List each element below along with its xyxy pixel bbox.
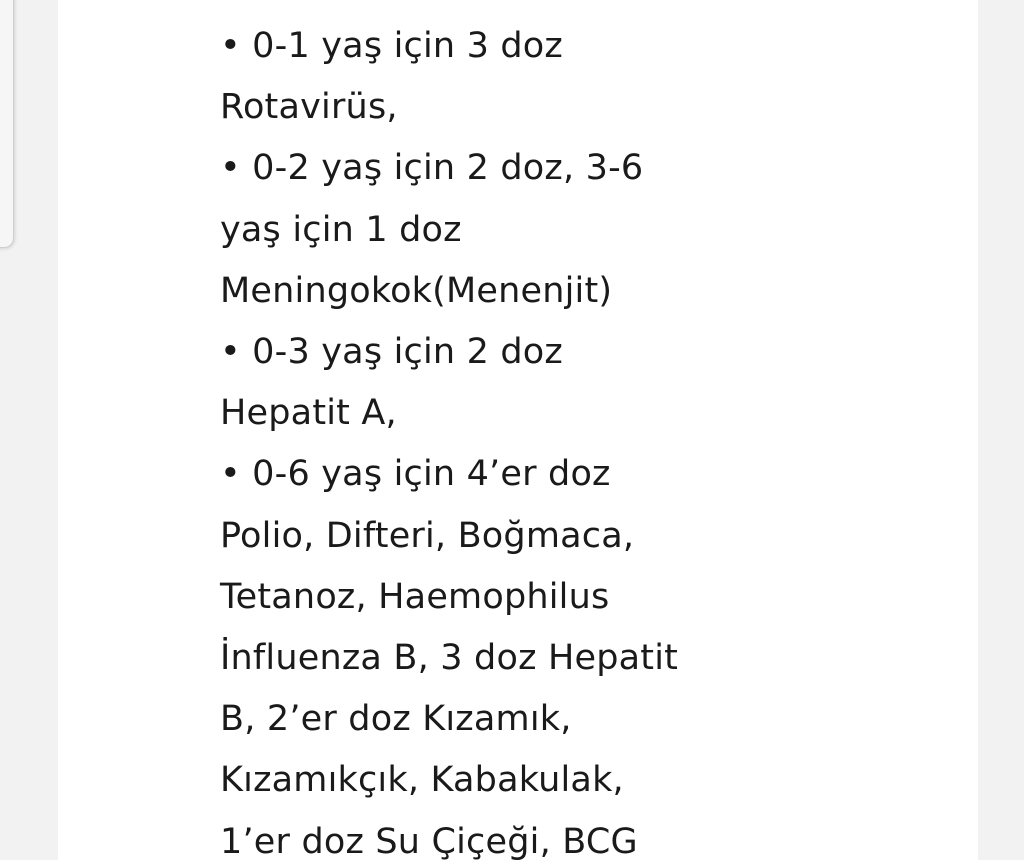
text-line: yaş için 1 doz — [220, 209, 462, 250]
text-line: İnfluenza B, 3 doz Hepatit — [220, 638, 679, 679]
content-card — [58, 0, 978, 860]
text-line: Rotavirüs, — [220, 87, 398, 128]
text-line: Polio, Difteri, Boğmaca, — [220, 515, 635, 556]
text-line: B, 2’er doz Kızamık, — [220, 699, 572, 740]
text-line: Hepatit A, — [220, 393, 397, 434]
side-panel-edge[interactable] — [0, 0, 14, 248]
text-line: 1’er doz Su Çiçeği, BCG — [220, 821, 638, 860]
text-line: Meningokok(Menenjit) — [220, 270, 613, 311]
text-line: • 0-2 yaş için 2 doz, 3-6 — [220, 148, 644, 189]
text-line: • 0-3 yaş için 2 doz — [220, 332, 563, 373]
text-line: • 0-6 yaş için 4’er doz — [220, 454, 611, 495]
vaccine-schedule-text — [220, 16, 820, 860]
text-line: Tetanoz, Haemophilus — [220, 576, 610, 617]
text-line: • 0-1 yaş için 3 doz — [220, 26, 563, 66]
text-line: Kızamıkçık, Kabakulak, — [220, 760, 624, 801]
